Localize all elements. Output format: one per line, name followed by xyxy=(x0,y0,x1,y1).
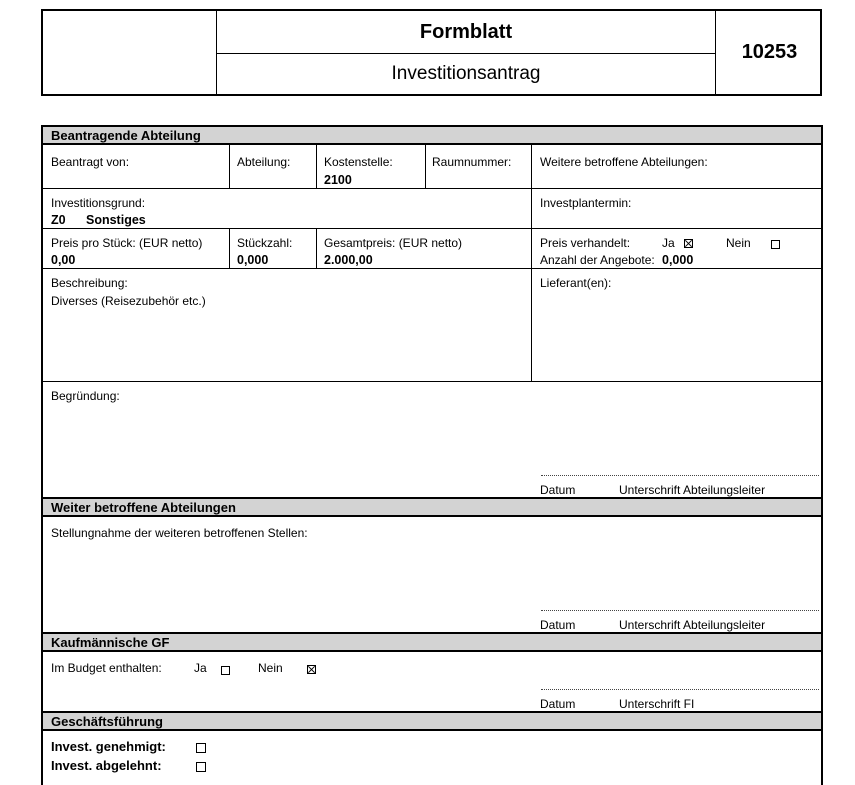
stueckzahl-value: 0,000 xyxy=(237,253,269,267)
beschreibung-label: Beschreibung: xyxy=(51,276,128,290)
budget-nein-label: Nein xyxy=(258,661,283,675)
row-divider xyxy=(43,188,821,189)
row-divider xyxy=(43,268,821,269)
datum-label: Datum xyxy=(540,618,576,632)
budget-ja-checkbox[interactable] xyxy=(221,666,230,675)
investitionsgrund-value: Sonstiges xyxy=(86,213,146,227)
preis-value: 0,00 xyxy=(51,253,76,267)
signature-line xyxy=(541,689,819,690)
col-divider xyxy=(229,145,230,188)
beantragt-von-label: Beantragt von: xyxy=(51,155,130,169)
beschreibung-value: Diverses (Reisezubehör etc.) xyxy=(51,294,206,308)
gesamtpreis-label: Gesamtpreis: (EUR netto) xyxy=(324,236,463,250)
col-divider xyxy=(425,145,426,188)
section-heading-weiter-betroffene: Weiter betroffene Abteilungen xyxy=(43,497,821,517)
row-divider xyxy=(43,228,821,229)
logo-cell xyxy=(43,11,217,94)
stellungnahme-label: Stellungnahme der weiteren betroffenen Stellen: xyxy=(51,526,308,540)
row-divider xyxy=(43,381,821,382)
angebote-value: 0,000 xyxy=(662,253,694,267)
kostenstelle-value: 2100 xyxy=(324,173,352,187)
signature-line xyxy=(541,610,819,611)
section-heading-geschaeftsfuehrung: Geschäftsführung xyxy=(43,711,821,731)
budget-ja-label: Ja xyxy=(194,661,207,675)
genehmigt-label: Invest. genehmigt: xyxy=(51,739,166,754)
section-heading-beantragende-abteilung: Beantragende Abteilung xyxy=(43,125,821,145)
stueckzahl-label: Stückzahl: xyxy=(237,236,293,250)
angebote-label: Anzahl der Angebote: xyxy=(540,253,655,267)
unterschrift-label: Unterschrift Abteilungsleiter xyxy=(619,483,766,497)
begruendung-label: Begründung: xyxy=(51,389,120,403)
investitionsgrund-code: Z0 xyxy=(51,213,66,227)
investplantermin-label: Investplantermin: xyxy=(540,196,632,210)
unterschrift-label: Unterschrift Abteilungsleiter xyxy=(619,618,766,632)
col-divider xyxy=(316,228,317,268)
form-title: Formblatt xyxy=(217,11,715,54)
genehmigt-checkbox[interactable] xyxy=(196,743,206,753)
lieferant-label: Lieferant(en): xyxy=(540,276,612,290)
form-header xyxy=(41,9,822,96)
weitere-abteilungen-label: Weitere betroffene Abteilungen: xyxy=(540,155,708,169)
unterschrift-fi-label: Unterschrift FI xyxy=(619,697,695,711)
title-cell xyxy=(217,11,715,94)
abteilung-label: Abteilung: xyxy=(237,155,291,169)
col-divider xyxy=(531,145,532,381)
preis-verhandelt-label: Preis verhandelt: xyxy=(540,236,631,250)
abgelehnt-checkbox[interactable] xyxy=(196,762,206,772)
preis-verhandelt-ja-label: Ja xyxy=(662,236,675,250)
col-divider xyxy=(316,145,317,188)
datum-label: Datum xyxy=(540,483,576,497)
form-number: 10253 xyxy=(715,11,823,94)
col-divider xyxy=(229,228,230,268)
preis-verhandelt-nein-label: Nein xyxy=(726,236,751,250)
signature-line xyxy=(541,475,819,476)
abgelehnt-label: Invest. abgelehnt: xyxy=(51,758,162,773)
form-subtitle: Investitionsantrag xyxy=(391,63,541,84)
investment-form xyxy=(41,125,823,785)
budget-label: Im Budget enthalten: xyxy=(51,661,162,675)
gesamtpreis-value: 2.000,00 xyxy=(324,253,373,267)
preis-verhandelt-ja-checkbox[interactable] xyxy=(684,239,693,248)
investitionsgrund-label: Investitionsgrund: xyxy=(51,196,146,210)
preis-label: Preis pro Stück: (EUR netto) xyxy=(51,236,203,250)
kostenstelle-label: Kostenstelle: xyxy=(324,155,393,169)
preis-verhandelt-nein-checkbox[interactable] xyxy=(771,240,780,249)
section-heading-kaufmaennische-gf: Kaufmännische GF xyxy=(43,632,821,652)
datum-label: Datum xyxy=(540,697,576,711)
budget-nein-checkbox[interactable] xyxy=(307,665,316,674)
raumnummer-label: Raumnummer: xyxy=(432,155,512,169)
